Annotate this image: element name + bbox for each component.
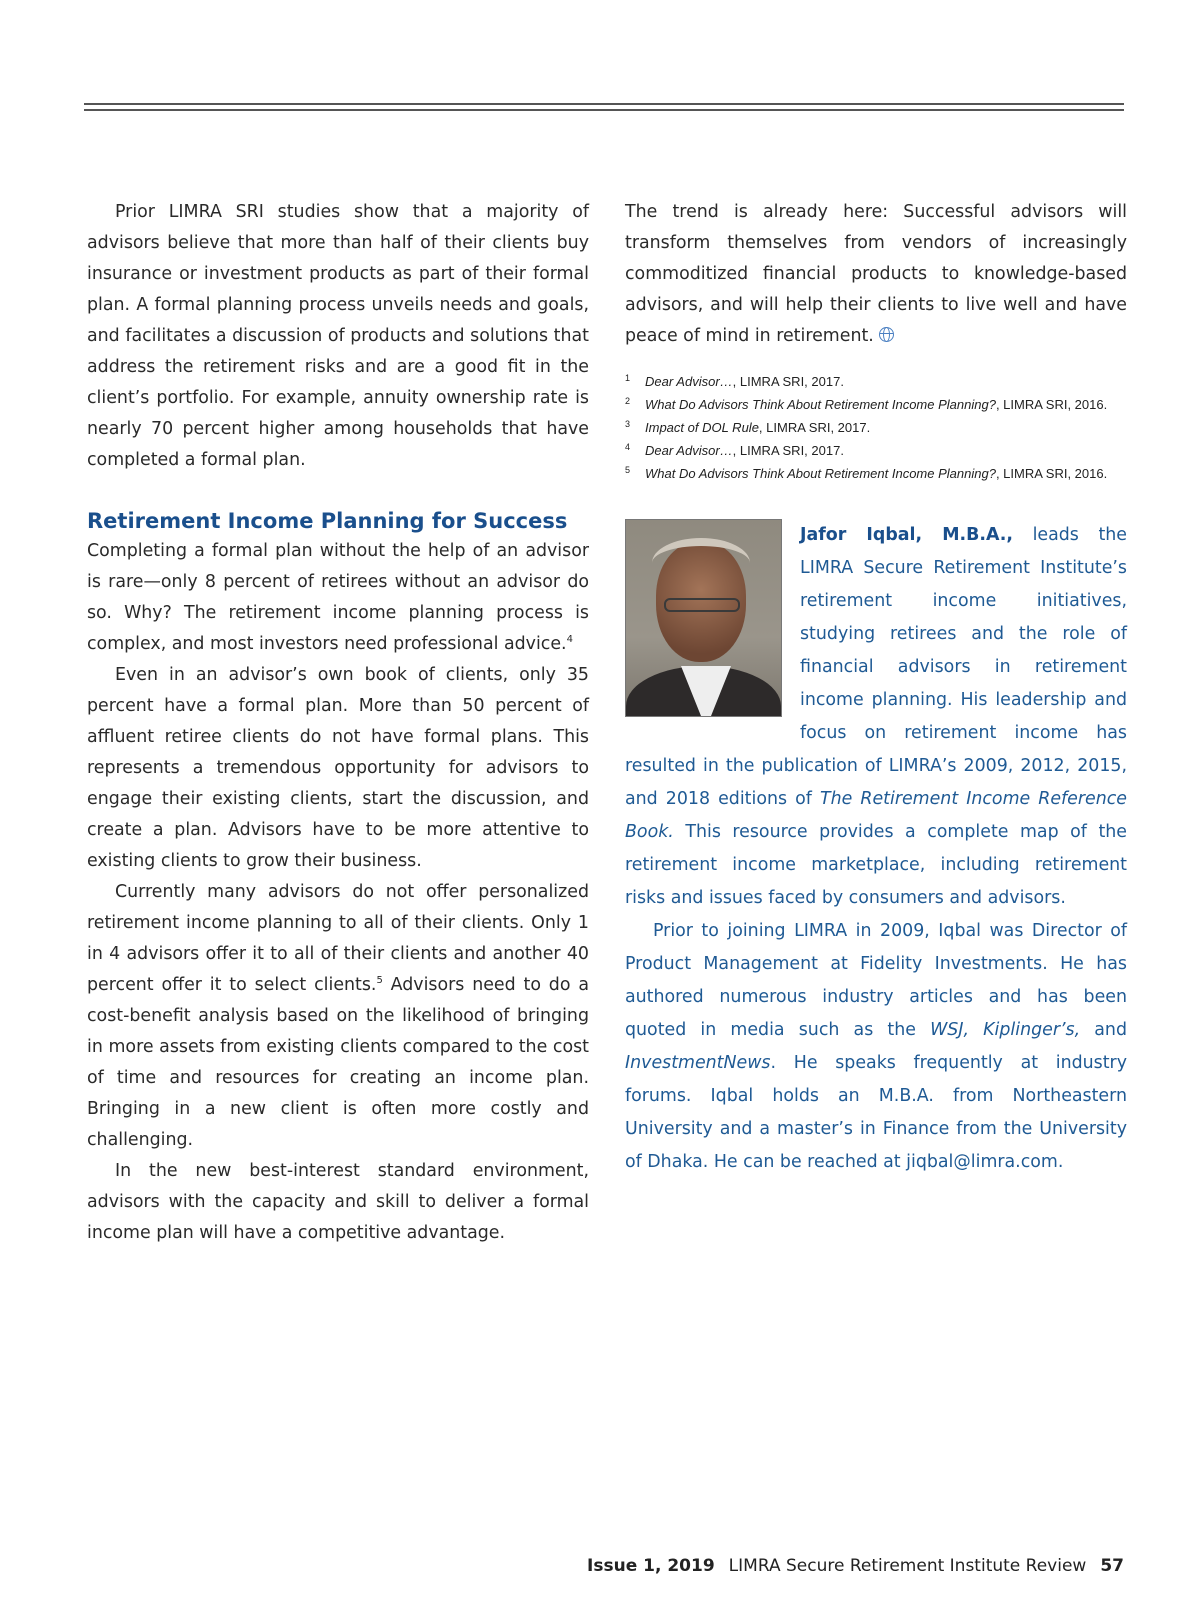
footnote-number: 4 xyxy=(625,442,631,452)
author-bio xyxy=(625,519,1127,1179)
top-rule-lower xyxy=(84,109,1124,111)
bio-text: leads the LIMRA Secure Retirement Institute’s retirement income initiatives, studying retirees and the role of financial advisors in retirement income planning. His leadership and focus on retirement income has resulted in the publication of LIMRA’s 2009, 2012, 2015, and 2018 editions of xyxy=(625,525,1128,809)
publication-title: LIMRA Secure Retirement Institute Review xyxy=(728,1556,1087,1576)
footnote xyxy=(625,370,1127,393)
left-column xyxy=(87,197,589,1249)
paragraph-text: Currently many advisors do not offer personalized retirement income planning to all of their clients. Only 1 in 4 advisors offer it to all of their clients and another 40 percent offer it to select clients. xyxy=(87,882,589,995)
footnote xyxy=(625,462,1127,485)
paragraph: Prior LIMRA SRI studies show that a majority of advisors believe that more than half of their clients buy insurance or investment products as part of their formal plan. A formal planning process unveils needs and goals, and facilitates a discussion of products and solutions that address the retirement risks and are a good fit in the client’s portfolio. For example, annuity ownership rate is nearly 70 percent higher among households that have completed a formal plan. xyxy=(87,202,589,470)
footnote-ref: 5 xyxy=(376,975,383,987)
footnote-ref: 4 xyxy=(566,634,573,646)
footnote-title: What Do Advisors Think About Retirement Income Planning? xyxy=(645,466,996,481)
paragraph-text: The trend is already here: Successful advisors will transform themselves from vendors of increasingly commoditized financial products to knowledge-based advisors, and will help their clients to live well and have peace of mind in retirement. xyxy=(625,202,1127,346)
footnote-source: , LIMRA SRI, 2017. xyxy=(732,443,844,458)
footnote-source: , LIMRA SRI, 2016. xyxy=(995,466,1108,481)
book-title: The Retirement Income Reference Book. xyxy=(625,789,1128,842)
page-number: 57 xyxy=(1100,1556,1124,1576)
footnote-number: 1 xyxy=(625,373,631,383)
footnote-title: What Do Advisors Think About Retirement Income Planning? xyxy=(645,397,996,412)
right-column xyxy=(625,197,1127,1179)
footnote xyxy=(625,416,1127,439)
footnote-number: 3 xyxy=(625,419,631,429)
bio-text: . He speaks frequently at industry forums. Iqbal holds an M.B.A. from Northeastern University and a master’s in Finance from the University of Dhaka. He can be reached at jiqbal@limra.com. xyxy=(625,1053,1127,1172)
footnote-title: Dear Advisor… xyxy=(645,374,733,389)
paragraph-text: Advisors need to do a cost-benefit analysis based on the likelihood of bringing in more assets from existing clients compared to the cost of time and resources for creating an income plan. Bringing in a new client is often more costly and challenging. xyxy=(87,975,589,1150)
issue-label: Issue 1, 2019 xyxy=(587,1556,715,1576)
top-rule xyxy=(84,103,1124,105)
footnote-source: , LIMRA SRI, 2017. xyxy=(732,374,844,389)
bio-text: Prior to joining LIMRA in 2009, Iqbal was Director of Product Management at Fidelity Investments. He has authored numerous industry articles and has been quoted in media such as the xyxy=(625,921,1127,1040)
paragraph xyxy=(625,197,1127,352)
paragraph-text: Completing a formal plan without the help of an advisor is rare—only 8 percent of retirees without an advisor do so. Why? The retirement income planning process is complex, and most investors need professional advice. xyxy=(87,541,589,654)
author-name: Jafor Iqbal, M.B.A., xyxy=(800,525,1013,545)
footnote-number: 2 xyxy=(625,396,631,406)
globe-icon xyxy=(879,327,894,342)
footnote-source: , LIMRA SRI, 2017. xyxy=(758,420,871,435)
paragraph xyxy=(87,877,589,1156)
paragraph: Even in an advisor’s own book of clients, only 35 percent have a formal plan. More than 50 percent of affluent retiree clients do not have formal plans. This represents a tremendous opportunity for advisors to engage their existing clients, start the discussion, and create a plan. Advisors have to be more attentive to existing clients to grow their business. xyxy=(87,665,589,871)
publication-names: WSJ, Kiplinger’s, xyxy=(930,1020,1081,1040)
publication-name: InvestmentNews xyxy=(625,1053,771,1073)
footnote-number: 5 xyxy=(625,465,631,475)
paragraph xyxy=(87,536,589,660)
footnote xyxy=(625,439,1127,462)
footnote-source: , LIMRA SRI, 2016. xyxy=(995,397,1108,412)
bio-text: and xyxy=(1080,1020,1127,1040)
footnote xyxy=(625,393,1127,416)
author-photo xyxy=(625,519,782,717)
bio-text: This resource provides a complete map of the retirement income marketplace, including retirement risks and issues faced by consumers and advisors. xyxy=(625,822,1127,908)
bio-paragraph xyxy=(625,915,1127,1179)
page-footer xyxy=(587,1556,1124,1576)
footnote-title: Dear Advisor… xyxy=(645,443,733,458)
footnote-title: Impact of DOL Rule xyxy=(645,420,759,435)
paragraph: In the new best-interest standard environment, advisors with the capacity and skill to deliver a formal income plan will have a competitive advantage. xyxy=(87,1161,589,1243)
section-heading: Retirement Income Planning for Success xyxy=(87,509,568,533)
footnotes xyxy=(625,370,1127,485)
